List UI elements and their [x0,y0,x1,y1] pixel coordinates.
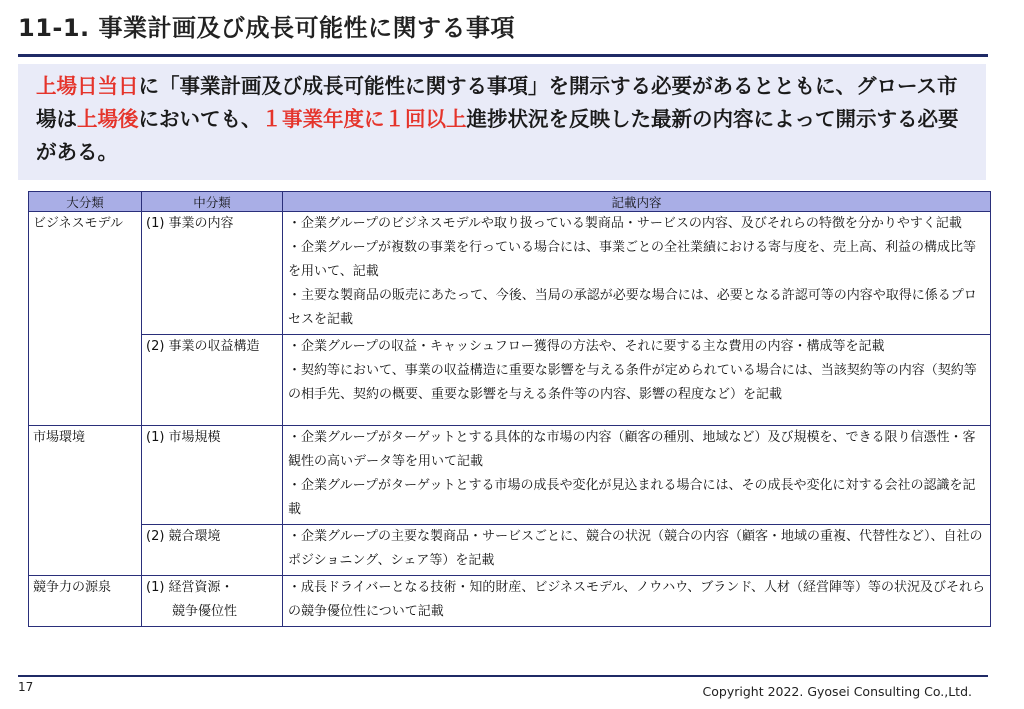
content-line: ・主要な製商品の販売にあたって、今後、当局の承認が必要な場合には、必要となる許認可等の内容や取得に係るプロセスを記載 [288,288,977,327]
table-row [29,525,991,576]
content-line: ・成長ドライバーとなる技術・知的財産、ビジネスモデル、ノウハウ、ブランド、人材（経営陣等）等の状況及びそれらの競争優位性について記載 [288,580,986,619]
table-row [29,426,991,525]
header-content: 記載内容 [283,192,991,212]
footer-divider [18,675,988,677]
category-business-model: ビジネスモデル [29,212,142,426]
content-line: ・企業グループがターゲットとする市場の成長や変化が見込まれる場合には、その成長や変化に対する会社の認識を記載 [288,478,976,517]
content-line: ・企業グループがターゲットとする具体的な市場の内容（顧客の種別、地域など）及び規模を、できる限り信憑性・客観性の高いデータ等を用いて記載 [288,430,976,469]
header-sub-category: 中分類 [142,192,283,212]
content-line: ・企業グループのビジネスモデルや取り扱っている製商品・サービスの内容、及びそれらの特徴を分かりやすく記載 [288,216,962,231]
table-row [29,212,991,335]
callout-highlight-after-listing: 上場後 [77,107,139,131]
subcategory-management-resources [142,576,283,627]
content-line: ・企業グループの収益・キャッシュフロー獲得の方法や、それに要する主な費用の内容・構成等を記載 [288,339,885,354]
callout-text-1: に「事業計画及び成長可能性に関する事項」を開示する必要があるとともに、グロース市場は [36,74,958,131]
category-market-environment: 市場環境 [29,426,142,576]
content-business-content [283,212,991,335]
callout-text-2: においても、 [138,107,262,131]
content-line: ・企業グループの主要な製商品・サービスごとに、競合の状況（競合の内容（顧客・地域の重複、代替性など）、自社のポジショニング、シェア等）を記載 [288,529,983,568]
content-line: ・契約等において、事業の収益構造に重要な影響を与える条件が定められている場合には、当該契約等の内容（契約等の相手先、契約の概要、重要な影響を与える条件等の内容、影響の程度など）を記載 [288,363,977,402]
copyright-text: Copyright 2022. Gyosei Consulting Co.,Ltd. [702,684,972,699]
callout-text-3: 進捗状況を反映した最新の内容によって開示する必要がある。 [36,107,959,164]
subcategory-label-line2: 競争優位性 [172,604,238,619]
header-major-category: 大分類 [29,192,142,212]
subcategory-revenue-structure: (2) 事業の収益構造 [142,335,283,426]
content-line: ・企業グループが複数の事業を行っている場合には、事業ごとの全社業績における寄与度を、売上高、利益の構成比等を用いて、記載 [288,240,976,279]
page-number: 17 [18,680,34,694]
content-competition [283,525,991,576]
table-row [29,335,991,426]
subcategory-market-size: (1) 市場規模 [142,426,283,525]
summary-callout [18,64,986,180]
subcategory-label-line1: (1) 経営資源・ [146,580,234,595]
table-header-row [29,192,991,212]
content-revenue-structure [283,335,991,426]
content-market-size [283,426,991,525]
page-title: 11-1. 事業計画及び成長可能性に関する事項 [18,14,516,42]
subcategory-business-content: (1) 事業の内容 [142,212,283,335]
subcategory-competition: (2) 競合環境 [142,525,283,576]
callout-highlight-listing-day: 上場日当日 [36,74,139,98]
category-competitive-source: 競争力の源泉 [29,576,142,627]
title-divider [18,54,988,57]
content-management-resources [283,576,991,627]
callout-highlight-frequency: １事業年度に１回以上 [261,107,467,131]
table-row [29,576,991,627]
disclosure-table [28,191,991,627]
